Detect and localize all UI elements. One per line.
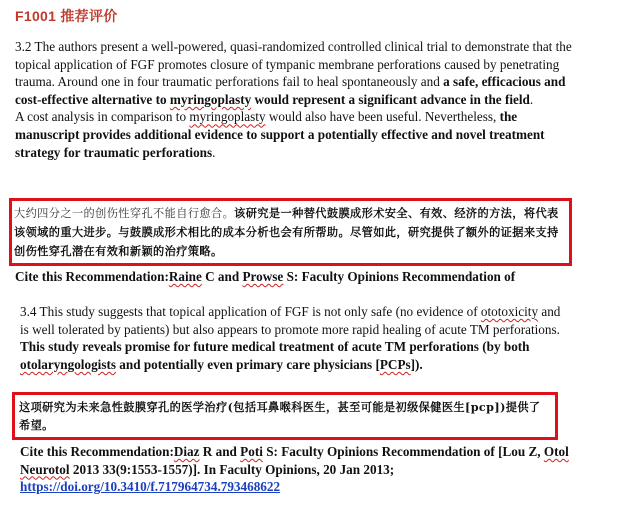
citation-label: Cite this Recommendation:: [20, 444, 174, 459]
chinese-text: 大约四分之一的创伤性穿孔不能自行愈合。: [14, 207, 235, 220]
paragraph-emphasis: and potentially even primary care physicians [: [115, 356, 380, 372]
chinese-text-emphasis: 这项研究为未来急性鼓膜穿孔的医学治疗(包括耳鼻喉科医生，甚至可能是初级保健医生[pcp])提供了希望。: [19, 400, 541, 432]
chinese-translation-2: [19, 398, 551, 434]
paragraph-text: and is well tolerated by patients) but also appears to promote more rapid healing of acute TM perforations.: [20, 304, 561, 337]
citation-2: [20, 443, 585, 496]
author-name: Prowse: [242, 269, 284, 284]
paragraph-emphasis: a safe, efficacious and cost-effective alternative to: [15, 74, 566, 107]
citation-text: 2013 33(9:1553-1557)]. In Faculty Opinions, 20 Jan 2013;: [69, 461, 395, 477]
paragraph-emphasis: This study reveals promise for future medical treatment of acute TM perforations (by both: [20, 339, 530, 355]
paragraph-emphasis: the manuscript provides additional evidence to support a potentially effective and novel treatment strategy for traumatic perforations: [15, 109, 545, 160]
paragraph-emphasis: ]).: [410, 356, 423, 372]
author-name: Poti: [240, 444, 263, 459]
paragraph-emphasis: would represent a significant advance in the field: [251, 91, 530, 107]
author-name: Diaz: [173, 444, 200, 459]
citation-1: [15, 268, 615, 286]
journal-name: Otol Neurotol: [20, 444, 569, 477]
term-pcps: PCPs: [379, 356, 411, 372]
chinese-translation-1: [14, 204, 568, 261]
citation-text: R and: [199, 444, 241, 459]
page-title: F1001 推荐评价: [15, 8, 118, 24]
citation-text: S: Faculty Opinions Recommendation of: [283, 269, 516, 284]
doi-link[interactable]: https://doi.org/10.3410/f.717964734.793468622: [20, 479, 281, 495]
term-myringoplasty: myringoplasty: [189, 109, 266, 125]
citation-text: C and: [201, 269, 243, 284]
paragraph-text: 3.2 The authors present a well-powered, quasi-randomized controlled clinical trial to demonstrate that the topical application of FGF promotes closure of tympanic membrane perforations caused by penetrating trauma. Around one in four traumatic perforations fail to heal spontaneously and: [15, 39, 572, 90]
paragraph-text: 3.4 This study suggests that topical application of FGF is not only safe (no evidence of: [20, 304, 481, 319]
term-myringoplasty: myringoplasty: [169, 91, 252, 107]
paragraph-text: .: [529, 91, 534, 107]
author-name: Raine: [168, 269, 202, 284]
paragraph-text: A cost analysis in comparison to: [15, 109, 190, 125]
paragraph-3-4: [20, 303, 565, 373]
paragraph-text: .: [212, 144, 216, 160]
citation-label: Cite this Recommendation:: [15, 269, 169, 284]
term-otolaryngologists: otolaryngologists: [20, 356, 116, 372]
paragraph-text: would also have been useful. Nevertheless,: [265, 109, 500, 125]
citation-text: S: Faculty Opinions Recommendation of [Lou Z,: [262, 444, 544, 459]
chinese-text-emphasis: 该研究是一种替代鼓膜成形术安全、有效、经济的方法，将代表该领域的重大进步。与鼓膜成形术相比的成本分析也会有所帮助。尽管如此，研究提供了额外的证据来支持创伤性穿孔潜在有效和新颖的治疗策略。: [14, 206, 559, 258]
paragraph-3-2: [15, 38, 575, 161]
term-ototoxicity: ototoxicity: [480, 304, 539, 319]
